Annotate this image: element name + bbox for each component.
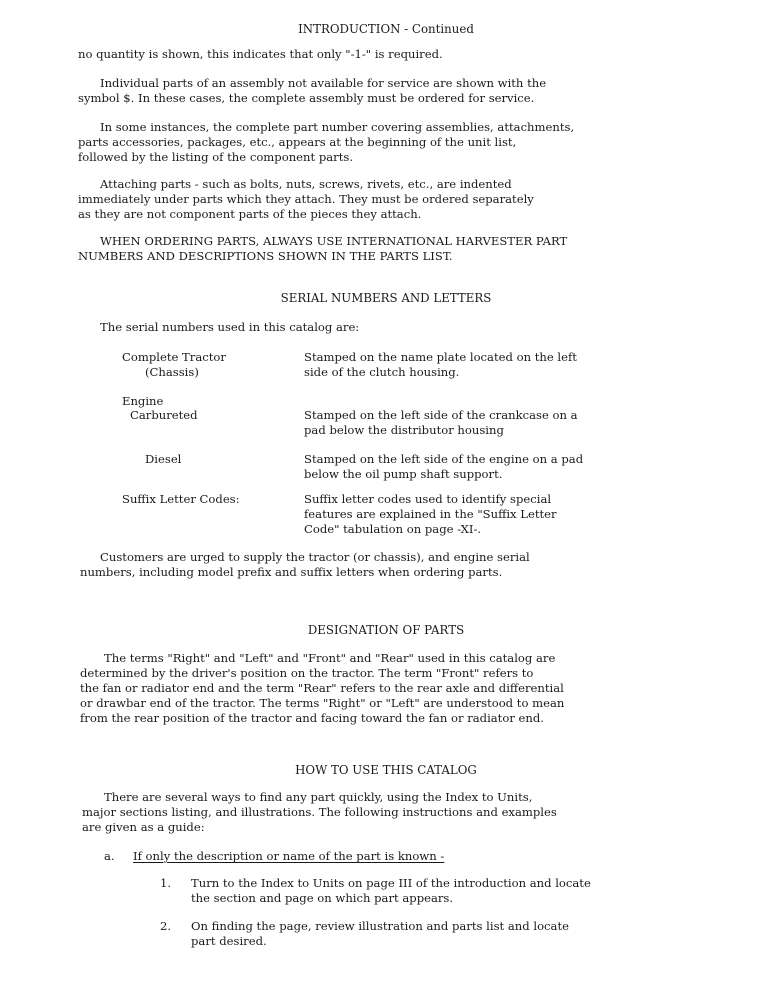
serial-row-desc: features are explained in the "Suffix Letter <box>304 507 557 521</box>
list-item-a-text: If only the description or name of the part is known - <box>133 849 445 863</box>
page-header-title: INTRODUCTION - Continued <box>298 22 474 36</box>
serial-row-desc: Stamped on the left side of the crankcase on a <box>304 408 578 422</box>
section-heading-serial-numbers: SERIAL NUMBERS AND LETTERS <box>280 291 492 305</box>
paragraph-line: The terms "Right" and "Left" and "Front" and "Rear" used in this catalog are <box>104 651 556 665</box>
step-text-line: the section and page on which part appears. <box>191 891 454 905</box>
paragraph-line: the fan or radiator end and the term "Rear" refers to the rear axle and differential <box>80 681 564 695</box>
step-text-line: part desired. <box>191 934 267 948</box>
paragraph-line: Individual parts of an assembly not available for service are shown with the <box>100 76 547 90</box>
paragraph-line: parts accessories, packages, etc., appears at the beginning of the unit list, <box>78 135 517 149</box>
list-marker-a: a. <box>104 849 115 863</box>
paragraph-line: followed by the listing of the component parts. <box>78 150 354 164</box>
paragraph-line: or drawbar end of the tractor. The terms "Right" or "Left" are understood to mean <box>80 696 565 710</box>
paragraph-line: In some instances, the complete part number covering assemblies, attachments, <box>100 120 575 134</box>
paragraph-line: symbol $. In these cases, the complete assembly must be ordered for service. <box>78 91 535 105</box>
paragraph-line: NUMBERS AND DESCRIPTIONS SHOWN IN THE PARTS LIST. <box>78 249 453 263</box>
serial-row-desc: Suffix letter codes used to identify special <box>304 492 552 506</box>
step-text-line: Turn to the Index to Units on page III of the introduction and locate <box>191 876 591 890</box>
section-heading-how-to-use: HOW TO USE THIS CATALOG <box>295 763 477 777</box>
paragraph-line: The serial numbers used in this catalog are: <box>100 320 360 334</box>
paragraph-line: from the rear position of the tractor and facing toward the fan or radiator end. <box>80 711 544 725</box>
paragraph-line: WHEN ORDERING PARTS, ALWAYS USE INTERNATIONAL HARVESTER PART <box>100 234 568 248</box>
paragraph-line: There are several ways to find any part quickly, using the Index to Units, <box>104 790 533 804</box>
paragraph-line: immediately under parts which they attach. They must be ordered separately <box>78 192 534 206</box>
paragraph-line: Customers are urged to supply the tractor (or chassis), and engine serial <box>100 550 530 564</box>
serial-row-label: Diesel <box>145 452 182 466</box>
section-heading-designation: DESIGNATION OF PARTS <box>307 623 465 637</box>
serial-row-desc: below the oil pump shaft support. <box>304 467 503 481</box>
paragraph-line: determined by the driver's position on the tractor. The term "Front" refers to <box>80 666 534 680</box>
paragraph-line: numbers, including model prefix and suffix letters when ordering parts. <box>80 565 503 579</box>
serial-row-label: Engine <box>122 394 164 408</box>
serial-row-label: Suffix Letter Codes: <box>122 492 240 506</box>
paragraph-line: major sections listing, and illustrations. The following instructions and examples <box>82 805 557 819</box>
step-text-line: On finding the page, review illustration and parts list and locate <box>191 919 569 933</box>
paragraph-line: are given as a guide: <box>82 820 205 834</box>
step-number: 1. <box>160 876 172 890</box>
serial-row-label: (Chassis) <box>145 365 199 379</box>
serial-row-label: Complete Tractor <box>122 350 226 364</box>
serial-row-label: Carbureted <box>130 408 198 422</box>
serial-row-desc: Code" tabulation on page -XI-. <box>304 522 482 536</box>
serial-row-desc: pad below the distributor housing <box>304 423 504 437</box>
paragraph-line: no quantity is shown, this indicates that only "-1-" is required. <box>78 47 443 61</box>
serial-row-desc: side of the clutch housing. <box>304 365 460 379</box>
paragraph-line: as they are not component parts of the pieces they attach. <box>78 207 422 221</box>
paragraph-line: Attaching parts - such as bolts, nuts, screws, rivets, etc., are indented <box>100 177 512 191</box>
serial-row-desc: Stamped on the left side of the engine on a pad <box>304 452 584 466</box>
serial-row-desc: Stamped on the name plate located on the left <box>304 350 577 364</box>
step-number: 2. <box>160 919 172 933</box>
